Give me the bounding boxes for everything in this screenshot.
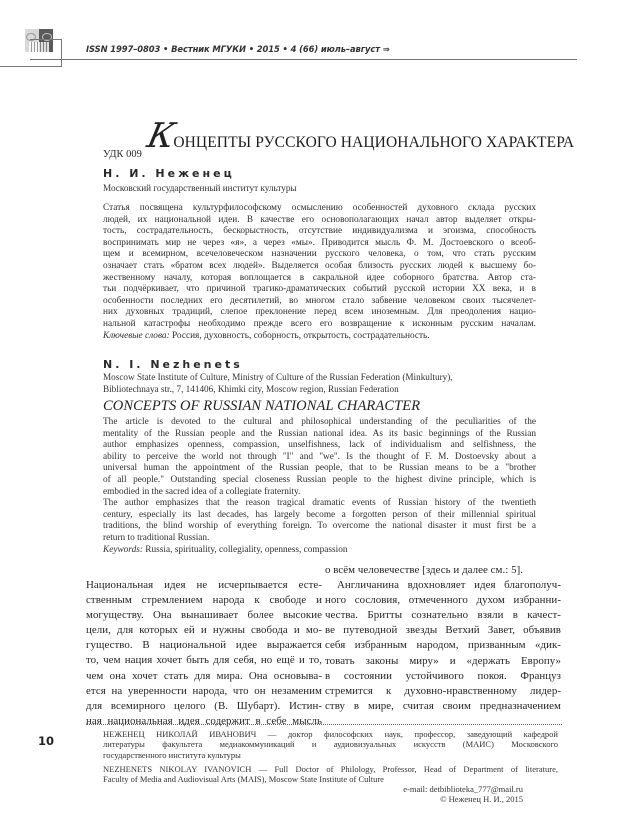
page-number: 10	[38, 734, 55, 748]
body-line: чества. Бритты сознательно взяли в качест-	[325, 609, 561, 622]
abstract-ru	[103, 203, 536, 342]
bio-en-line: Faculty of Media and Audiovisual Arts (MAIS), Moscow State Institute of Culture	[103, 774, 384, 785]
body-line: о всём человечестве [здесь и далее см.: 5].	[325, 564, 524, 576]
body-column-left	[86, 578, 322, 729]
body-line: ве путеводной звезды Ветхий Завет, объявив	[325, 624, 561, 637]
body-line: в состоянии устойчивого покоя. Француз	[325, 669, 561, 682]
bio-ru-line: государственного института культуры	[103, 749, 241, 760]
udk-code: УДК 009	[103, 149, 142, 160]
body-line: цели, для которых ей и нужны свобода и мо-	[86, 624, 322, 637]
abstract-ru-line: тость, сострадательность, бескорыстность, отсутствие индивидуализма и эгоизма, способность	[103, 226, 536, 237]
author-name-ru: Н. И. Неженец	[103, 167, 235, 180]
abstract-en-line: traditions, the blind worship of everything foreign. To overcome the national disaster it must first be a	[103, 521, 536, 532]
abstract-ru-line: щем и всемирном, всечеловеческом назначении русского человека, о том, что стать русским	[103, 249, 536, 260]
abstract-en-line: ability to perceive the world not through "I" and "we". Is the thought of F. M. Dostoevsky about a	[103, 451, 536, 462]
body-line: ного сословия, отмеченного духом избранни-	[325, 594, 561, 607]
running-head: ISSN 1997–0803 • Вестник МГУКИ • 2015 • 4 (66) июль–август ⇒	[86, 44, 390, 54]
abstract-en	[103, 417, 536, 556]
body-line: Англичанина вдохновляет идея благополуч-	[337, 579, 561, 592]
affiliation-en-line: Bibliotechnaya str., 7, 141406, Khimki city, Moscow region, Russian Federation	[103, 383, 399, 394]
author-email[interactable]: e-mail: detbiblioteka_777@mail.ru	[403, 784, 523, 794]
affiliation-ru: Московский государственный институт культуры	[103, 183, 297, 193]
keywords-ru-label: Ключевые слова:	[103, 330, 170, 341]
body-line: ству в мире, считая своим предназначением	[325, 699, 561, 712]
keywords-en-list: Russia, spirituality, collegiality, openness, compassion	[142, 544, 348, 555]
body-line: товать законы миру» и «держать Европу»	[325, 654, 561, 667]
abstract-en-line: return to traditional Russian.	[103, 532, 210, 543]
bio-ru-line: литературы факультета медиакоммуникаций и аудиовизуальных искусств (МАИС) Московского	[103, 739, 558, 750]
abstract-ru-line: Статья посвящена культурфилософскому осмыслению особенностей духовного склада русских	[103, 203, 536, 213]
bio-ru-line: НЕЖЕНЕЦ НИКОЛАЙ ИВАНОВИЧ — доктор философских наук, профессор, заведующий кафедрой	[103, 729, 558, 739]
author-bio-ru	[103, 729, 558, 760]
abstract-en-line: mentality of the Russian people and the Russian national idea. As its basic beginnings of the Russian	[103, 428, 536, 439]
body-line: гущество. В национальной идее выражается	[86, 639, 322, 652]
header-left-divider	[0, 66, 62, 67]
abstract-en-line: century, especially its last decades, has largely become a forgotten person of their millennial spiritual	[103, 509, 536, 520]
keywords-ru	[103, 331, 536, 343]
abstract-en-line: The article is devoted to the cultural and philosophical understanding of the peculiarities of the	[103, 417, 536, 427]
bio-en-line: NEZHENETS NIKOLAY IVANOVICH — Full Doctor of Philology, Professor, Head of Department of literature,	[103, 764, 558, 774]
article-title-en: CONCEPTS OF RUSSIAN NATIONAL CHARACTER	[103, 398, 421, 414]
body-line: ственным стремлением народа к свободе и	[86, 594, 322, 607]
header-rule	[30, 59, 577, 60]
body-line: ется на уверенности народа, что он незаменим	[86, 684, 322, 697]
body-line: чем она хочет стать для мира. Она основыва-	[86, 669, 322, 682]
article-title	[143, 116, 575, 156]
abstract-ru-line: означает стать «братом всех людей». Выделяется особая близость русских людей к высшему бо-	[103, 260, 536, 271]
abstract-ru-line: людей, их национальной идеи. В качестве его основополагающих начал автор выделяет откры-	[103, 214, 536, 225]
affiliation-en-line: Moscow State Institute of Culture, Ministry of Culture of the Russian Federation (Minkultury),	[103, 372, 453, 382]
body-line: могуществу. Она вынашивает более высокие	[86, 609, 322, 622]
body-line: стремится к духовно-нравственному лидер-	[325, 684, 561, 697]
abstract-en-line: author emphasizes openness, compassion, unselfishness, lack of individualism and selfishness, the	[103, 440, 536, 451]
body-line: Национальная идея не исчерпывается есте-	[86, 579, 322, 591]
abstract-ru-line: жественному началу, которая воплощается в сакральной идее соборного братства. Автор ста-	[103, 272, 536, 283]
abstract-ru-line: воспринимать мир не через «я», а через «мы». Приводится мысль Ф. М. Достоевского о всеоб-	[103, 237, 536, 248]
abstract-ru-line: нальной катастрофы необходимо прежде всего его возвращение к исконным русским началам.	[103, 318, 536, 329]
author-bio-en	[103, 764, 558, 785]
abstract-ru-line: особенности последних его десятилетий, во многом стало забвение человеком своих тысячелет-	[103, 295, 536, 306]
body-line: ная национальная идея содержит в себе мысль	[86, 714, 322, 727]
body-line: то, чем нация хочет быть для себя, но ещё и то,	[86, 654, 322, 667]
abstract-en-line: embodied in the sacred idea of a collegiate fraternity.	[103, 486, 301, 497]
abstract-en-line: of all people." Outstanding special closeness Russian people to the highest divine principle, which is	[103, 474, 536, 485]
header-bracket-divider	[30, 39, 62, 67]
keywords-ru-list: Россия, духовность, соборность, открытость, сострадательность.	[169, 330, 430, 341]
body-line: себя избранным народом, призванным «дик-	[325, 639, 561, 652]
affiliation-en	[103, 372, 453, 395]
abstract-ru-line: них духовных традиций, слепое преклонение перед всем иноземным. Для преодоления нацио-	[103, 307, 536, 318]
footnote-divider	[86, 724, 562, 725]
body-column-right	[325, 563, 561, 714]
body-line: для всемирного целого (В. Шубарт). Истин-	[86, 699, 322, 712]
keywords-en-label: Keywords:	[103, 544, 143, 555]
author-name-en: N. I. Nezhenets	[103, 358, 243, 371]
abstract-en-line: universal human the appointment of the Russian people, that to be Russian means to be a "brother	[103, 463, 536, 474]
keywords-en	[103, 545, 536, 557]
title-rest: ОНЦЕПТЫ РУССКОГО НАЦИОНАЛЬНОГО ХАРАКТЕРА	[173, 134, 575, 151]
abstract-ru-line: тьи подчёркивает, что причиной трагико-драматических событий русской истории XX века, и в	[103, 284, 536, 295]
copyright-notice: © Неженец Н. И., 2015	[440, 794, 523, 804]
abstract-en-line: The author emphasizes that the reason tragical dramatic events of Russian history of the twentieth	[103, 498, 536, 509]
title-initial: К	[143, 116, 178, 156]
